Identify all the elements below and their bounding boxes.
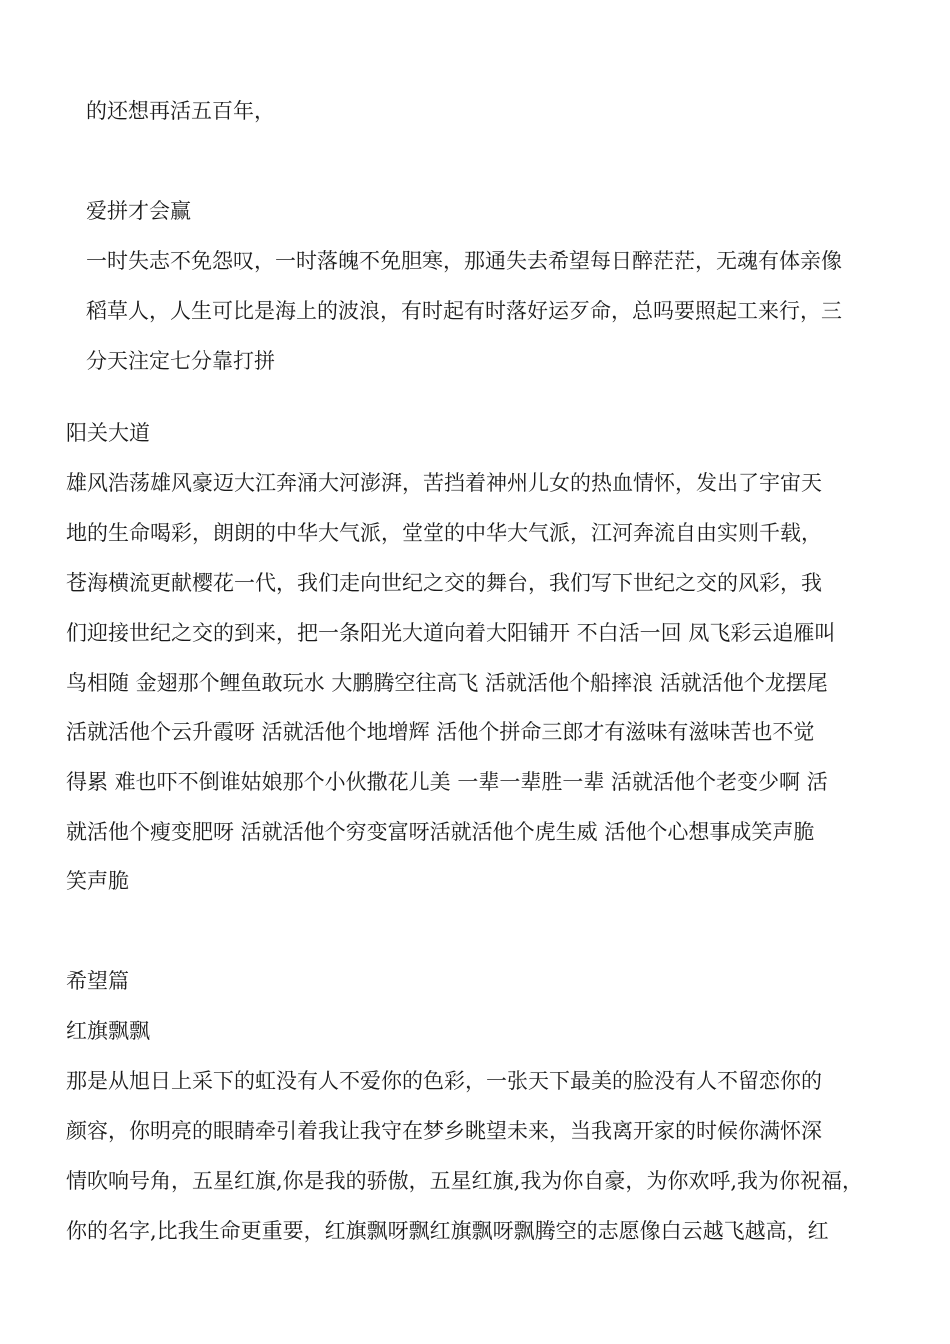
lyric-line: 地的生命喝彩，朗朗的中华大气派，堂堂的中华大气派，江河奔流自由实则千载，	[66, 521, 822, 545]
lyric-line: 一时失志不免怨叹，一时落魄不免胆寒，那通失去希望每日醉茫茫，无魂有体亲像	[86, 249, 842, 273]
lyric-line: 笑声脆	[66, 869, 129, 893]
lyric-line: 得累 难也吓不倒谁姑娘那个小伙撒花儿美 一辈一辈胜一辈 活就活他个老变少啊 活	[66, 770, 828, 794]
section-title-hope: 希望篇	[66, 969, 129, 993]
lyric-line: 情吹响号角，五星红旗,你是我的骄傲，五星红旗,我为你自豪，为你欢呼,我为你祝福，	[66, 1169, 864, 1193]
lyric-line: 们迎接世纪之交的到来，把一条阳光大道向着大阳铺开 不白活一回 凤飞彩云追雁叫	[66, 621, 836, 645]
song-title-yangguan: 阳关大道	[66, 421, 150, 445]
song-title-hongqi: 红旗飘飘	[66, 1019, 150, 1043]
lyric-line: 你的名字,比我生命更重要，红旗飘呀飘红旗飘呀飘腾空的志愿像白云越飞越高，红	[66, 1219, 829, 1243]
song-title-aipin: 爱拼才会赢	[86, 199, 191, 223]
lyric-line: 活就活他个云升霞呀 活就活他个地增辉 活他个拼命三郎才有滋味有滋味苦也不觉	[66, 720, 815, 744]
lyric-line: 苍海横流更献樱花一代，我们走向世纪之交的舞台，我们写下世纪之交的风彩，我	[66, 571, 822, 595]
lyric-line: 鸟相随 金翅那个鲤鱼敢玩水 大鹏腾空往高飞 活就活他个船摔浪 活就活他个龙摆尾	[66, 671, 828, 695]
lyric-line: 那是从旭日上采下的虹没有人不爱你的色彩，一张天下最美的脸没有人不留恋你的	[66, 1069, 822, 1093]
lyric-line: 颜容，你明亮的眼睛牵引着我让我守在梦乡眺望未来，当我离开家的时候你满怀深	[66, 1119, 822, 1143]
lyric-line: 分天注定七分靠打拼	[86, 349, 275, 373]
lyric-line: 雄风浩荡雄风豪迈大江奔涌大河澎湃，苦挡着神州儿女的热血情怀，发出了宇宙天	[66, 471, 822, 495]
lyric-line: 稻草人，人生可比是海上的波浪，有时起有时落好运歹命，总吗要照起工来行，三	[86, 299, 842, 323]
text-fragment: 的还想再活五百年，	[86, 99, 275, 123]
lyric-line: 就活他个瘦变肥呀 活就活他个穷变富呀活就活他个虎生威 活他个心想事成笑声脆	[66, 820, 815, 844]
